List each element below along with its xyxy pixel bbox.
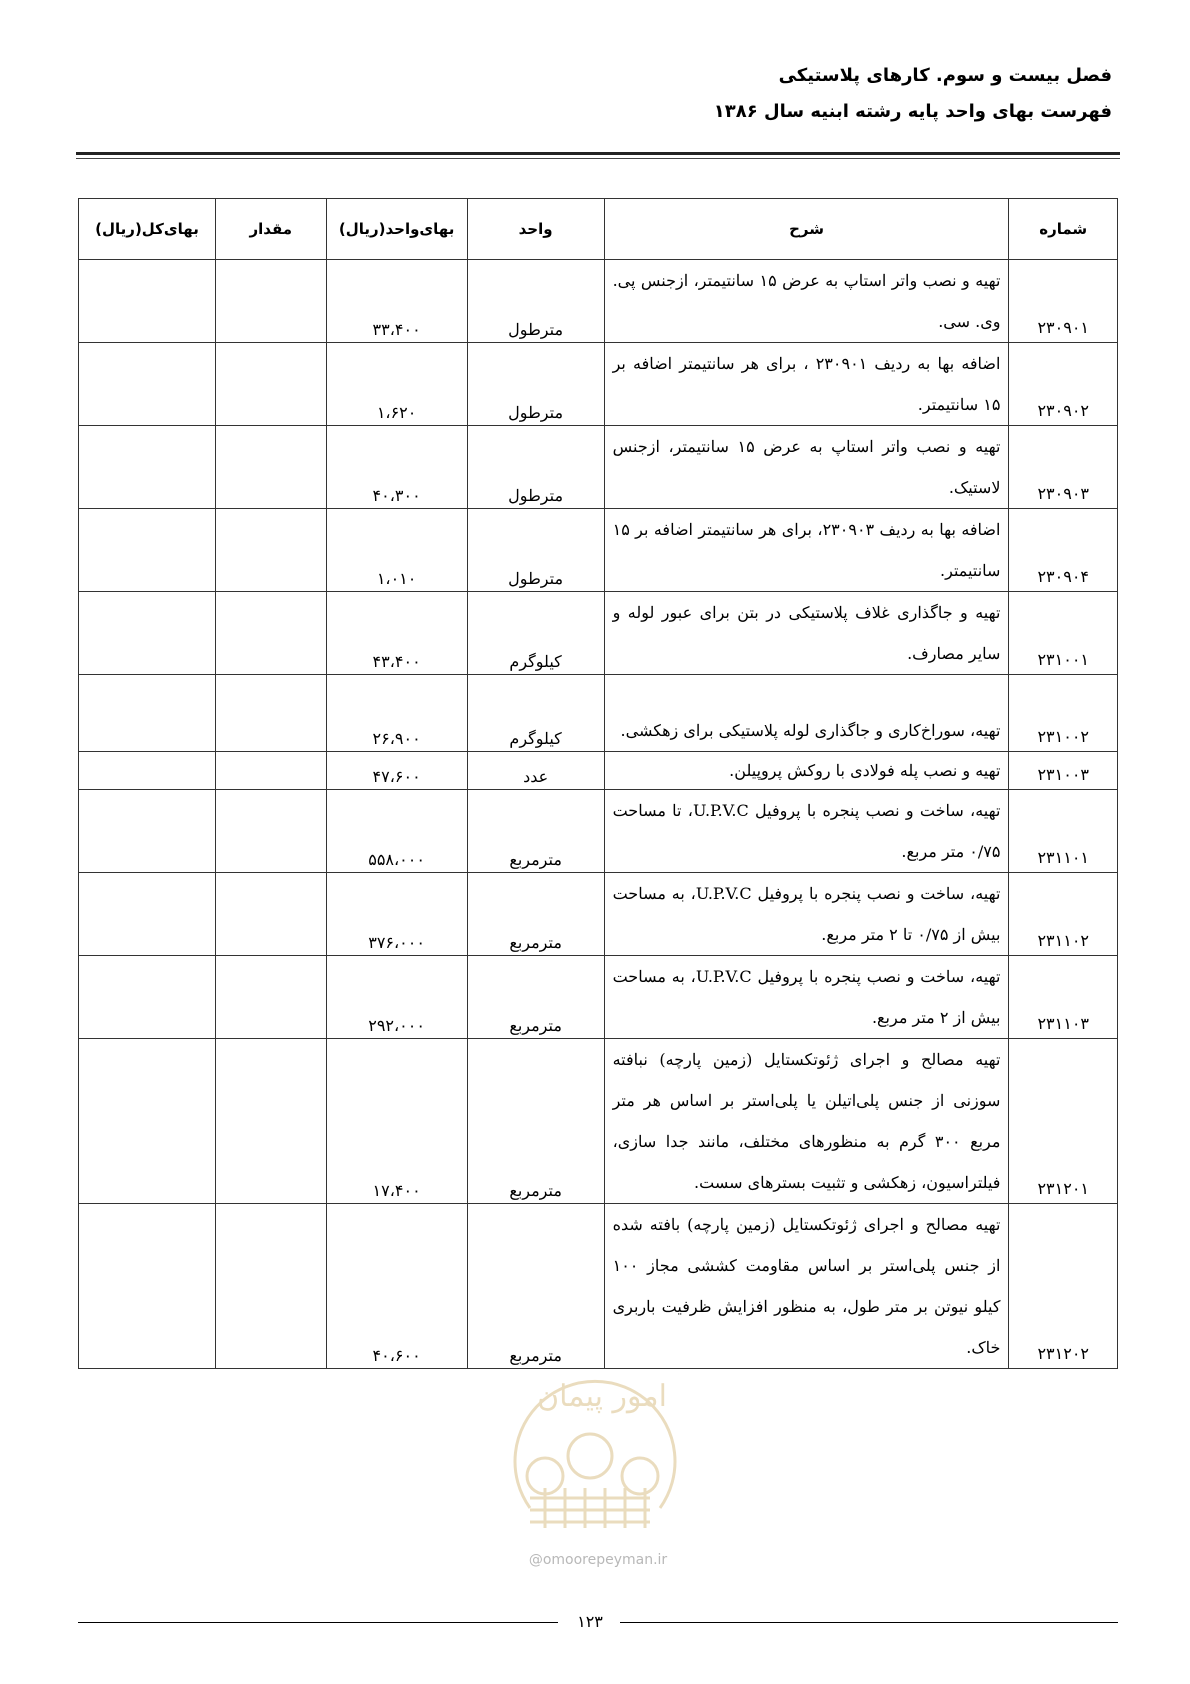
seal-gear-right: [622, 1458, 658, 1494]
row-unit: مترمربع: [467, 790, 604, 873]
header-divider: [76, 152, 1120, 155]
row-description: تهیه مصالح و اجرای ژئوتکستایل (زمین پارچه) نبافته سوزنی از جنس پلی‌اتیلن یا پلی‌استر بر اساس هر متر مربع ۳۰۰ گرم به منظورهای مختلف، مانند جدا سازی، فیلتراسیون، زهکشی و تثبیت بسترهای سست.: [604, 1039, 1009, 1204]
row-number: ۲۳۰۹۰۱: [1009, 260, 1118, 343]
row-unit: مترمربع: [467, 873, 604, 956]
price-list-title: فهرست بهای واحد پایه رشته ابنیه سال ۱۳۸۶: [713, 101, 1112, 122]
row-unit-price: ۱،۶۲۰: [326, 343, 467, 426]
row-unit: مترطول: [467, 509, 604, 592]
row-quantity: [216, 1204, 327, 1369]
table-row: [79, 790, 1118, 873]
row-unit: مترمربع: [467, 956, 604, 1039]
table-row: [79, 752, 1118, 790]
row-unit-price: ۱۷،۴۰۰: [326, 1039, 467, 1204]
row-quantity: [216, 752, 327, 790]
row-unit-price: ۲۹۲،۰۰۰: [326, 956, 467, 1039]
table-row: [79, 426, 1118, 509]
seal-text: امور پیمان: [537, 1379, 667, 1414]
row-total-price: [79, 873, 216, 956]
row-number: ۲۳۰۹۰۴: [1009, 509, 1118, 592]
row-unit: مترطول: [467, 260, 604, 343]
row-unit: مترمربع: [467, 1039, 604, 1204]
row-description: تهیه، ساخت و نصب پنجره با پروفیل U.P.V.C، تا مساحت ۰/۷۵ متر مربع.: [604, 790, 1009, 873]
table-body: [79, 260, 1118, 1369]
row-description: تهیه و نصب واتر استاپ به عرض ۱۵ سانتیمتر، ازجنس پی. وی. سی.: [604, 260, 1009, 343]
row-unit-price: ۵۵۸،۰۰۰: [326, 790, 467, 873]
row-unit: مترطول: [467, 426, 604, 509]
seal-gear-center: [568, 1434, 612, 1478]
table-row: [79, 873, 1118, 956]
row-quantity: [216, 343, 327, 426]
row-unit: مترطول: [467, 343, 604, 426]
page-header: [78, 58, 1112, 130]
row-unit: کیلوگرم: [467, 675, 604, 752]
price-list-table: [78, 198, 1118, 1369]
row-total-price: [79, 260, 216, 343]
row-description: تهیه و نصب پله فولادی با روکش پروپیلن.: [604, 752, 1009, 790]
column-header-number: شماره: [1009, 199, 1118, 260]
row-total-price: [79, 675, 216, 752]
table-row: [79, 343, 1118, 426]
column-header-total-price: بهای‌کل(ریال): [79, 199, 216, 260]
row-number: ۲۳۱۲۰۲: [1009, 1204, 1118, 1369]
row-unit-price: ۳۷۶،۰۰۰: [326, 873, 467, 956]
header-divider-thin: [76, 158, 1120, 159]
row-quantity: [216, 509, 327, 592]
row-unit: عدد: [467, 752, 604, 790]
row-number: ۲۳۱۱۰۲: [1009, 873, 1118, 956]
table-row: [79, 260, 1118, 343]
row-total-price: [79, 1204, 216, 1369]
table-row: [79, 509, 1118, 592]
table-row: [79, 675, 1118, 752]
column-header-description: شرح: [604, 199, 1009, 260]
row-quantity: [216, 873, 327, 956]
row-description: تهیه مصالح و اجرای ژئوتکستایل (زمین پارچه) بافته شده از جنس پلی‌استر بر اساس مقاومت کششی مجاز ۱۰۰ کیلو نیوتن بر متر طول، به منظور افزایش ظرفیت باربری خاک.: [604, 1204, 1009, 1369]
row-number: ۲۳۱۰۰۲: [1009, 675, 1118, 752]
row-total-price: [79, 752, 216, 790]
row-unit: کیلوگرم: [467, 592, 604, 675]
row-unit-price: ۱،۰۱۰: [326, 509, 467, 592]
row-unit-price: ۴۰،۳۰۰: [326, 426, 467, 509]
row-number: ۲۳۱۱۰۱: [1009, 790, 1118, 873]
column-header-quantity: مقدار: [216, 199, 327, 260]
row-description: تهیه و جاگذاری غلاف پلاستیکی در بتن برای عبور لوله و سایر مصارف.: [604, 592, 1009, 675]
column-header-unit: واحد: [467, 199, 604, 260]
row-unit-price: ۲۶،۹۰۰: [326, 675, 467, 752]
row-description: تهیه، ساخت و نصب پنجره با پروفیل U.P.V.C، به مساحت بیش از ۲ متر مربع.: [604, 956, 1009, 1039]
row-total-price: [79, 956, 216, 1039]
table-row: [79, 1039, 1118, 1204]
table-row: [79, 956, 1118, 1039]
row-quantity: [216, 426, 327, 509]
row-quantity: [216, 675, 327, 752]
row-total-price: [79, 343, 216, 426]
row-quantity: [216, 1039, 327, 1204]
row-total-price: [79, 426, 216, 509]
row-quantity: [216, 260, 327, 343]
table-header-row: [79, 199, 1118, 260]
row-number: ۲۳۱۲۰۱: [1009, 1039, 1118, 1204]
row-number: ۲۳۰۹۰۲: [1009, 343, 1118, 426]
chapter-title: فصل بیست و سوم. کارهای پلاستیکی: [778, 65, 1112, 86]
table-row: [79, 592, 1118, 675]
row-unit-price: ۴۷،۶۰۰: [326, 752, 467, 790]
row-description: اضافه بها به ردیف ۲۳۰۹۰۳، برای هر سانتیمتر اضافه بر ۱۵ سانتیمتر.: [604, 509, 1009, 592]
footer-divider-left: [78, 1622, 558, 1623]
table-row: [79, 1204, 1118, 1369]
column-header-unit-price: بهای‌واحد(ریال): [326, 199, 467, 260]
row-number: ۲۳۱۰۰۱: [1009, 592, 1118, 675]
row-description: تهیه و نصب واتر استاپ به عرض ۱۵ سانتیمتر، ازجنس لاستیک.: [604, 426, 1009, 509]
row-unit: مترمربع: [467, 1204, 604, 1369]
row-total-price: [79, 1039, 216, 1204]
row-total-price: [79, 790, 216, 873]
seal-watermark: [490, 1358, 690, 1538]
row-total-price: [79, 592, 216, 675]
row-description: تهیه، سوراخ‌کاری و جاگذاری لوله پلاستیکی برای زهکشی.: [604, 675, 1009, 752]
row-total-price: [79, 509, 216, 592]
row-quantity: [216, 956, 327, 1039]
row-unit-price: ۳۳،۴۰۰: [326, 260, 467, 343]
row-number: ۲۳۱۰۰۳: [1009, 752, 1118, 790]
row-number: ۲۳۰۹۰۳: [1009, 426, 1118, 509]
row-number: ۲۳۱۱۰۳: [1009, 956, 1118, 1039]
watermark-site: @omoorepeyman.ir: [528, 1552, 668, 1568]
row-quantity: [216, 592, 327, 675]
page-number: ۱۲۳: [577, 1612, 603, 1631]
row-description: تهیه، ساخت و نصب پنجره با پروفیل U.P.V.C، به مساحت بیش از ۰/۷۵ تا ۲ متر مربع.: [604, 873, 1009, 956]
row-unit-price: ۴۰،۶۰۰: [326, 1204, 467, 1369]
row-unit-price: ۴۳،۴۰۰: [326, 592, 467, 675]
row-description: اضافه بها به ردیف ۲۳۰۹۰۱ ، برای هر سانتیمتر اضافه بر ۱۵ سانتیمتر.: [604, 343, 1009, 426]
footer-divider-right: [620, 1622, 1118, 1623]
row-quantity: [216, 790, 327, 873]
